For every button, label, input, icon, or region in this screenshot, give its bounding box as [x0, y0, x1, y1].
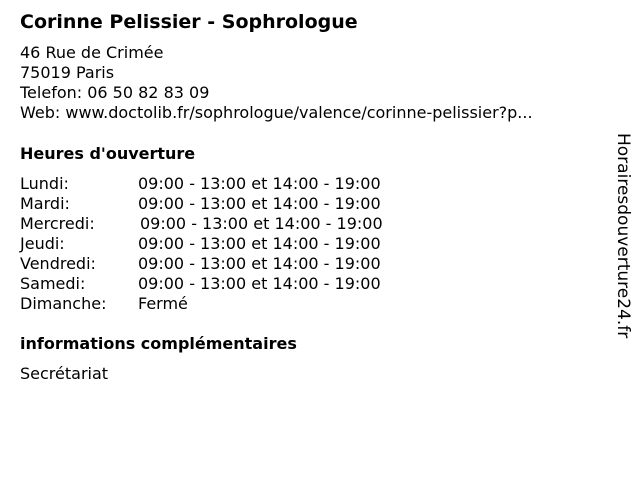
hours-value: 09:00 - 13:00 et 14:00 - 19:00	[140, 214, 383, 233]
day-label: Lundi:	[20, 174, 69, 193]
page-title: Corinne Pelissier - Sophrologue	[20, 11, 358, 33]
day-label: Dimanche:	[20, 294, 107, 313]
hours-value: 09:00 - 13:00 et 14:00 - 19:00	[138, 234, 381, 253]
day-label: Mercredi:	[20, 214, 95, 233]
hours-value: Fermé	[138, 294, 188, 313]
day-label: Vendredi:	[20, 254, 96, 273]
day-label: Mardi:	[20, 194, 70, 213]
opening-hours-heading: Heures d'ouverture	[20, 144, 196, 163]
hours-value: 09:00 - 13:00 et 14:00 - 19:00	[138, 274, 381, 293]
city-address: 75019 Paris	[20, 63, 115, 82]
hours-value: 09:00 - 13:00 et 14:00 - 19:00	[138, 174, 381, 193]
contact-block	[20, 43, 533, 123]
site-watermark: Horairesdouverture24.fr	[613, 133, 633, 339]
additional-info-text: Secrétariat	[20, 364, 109, 383]
hours-value: 09:00 - 13:00 et 14:00 - 19:00	[138, 254, 381, 273]
additional-info-heading: informations complémentaires	[20, 334, 297, 353]
website-link[interactable]: Web: www.doctolib.fr/sophrologue/valence/corinne-pelissier?p...	[20, 103, 533, 122]
street-address: 46 Rue de Crimée	[20, 43, 164, 62]
day-label: Jeudi:	[20, 234, 65, 253]
day-label: Samedi:	[20, 274, 86, 293]
phone-number: Telefon: 06 50 82 83 09	[20, 83, 210, 102]
hours-value: 09:00 - 13:00 et 14:00 - 19:00	[138, 194, 381, 213]
